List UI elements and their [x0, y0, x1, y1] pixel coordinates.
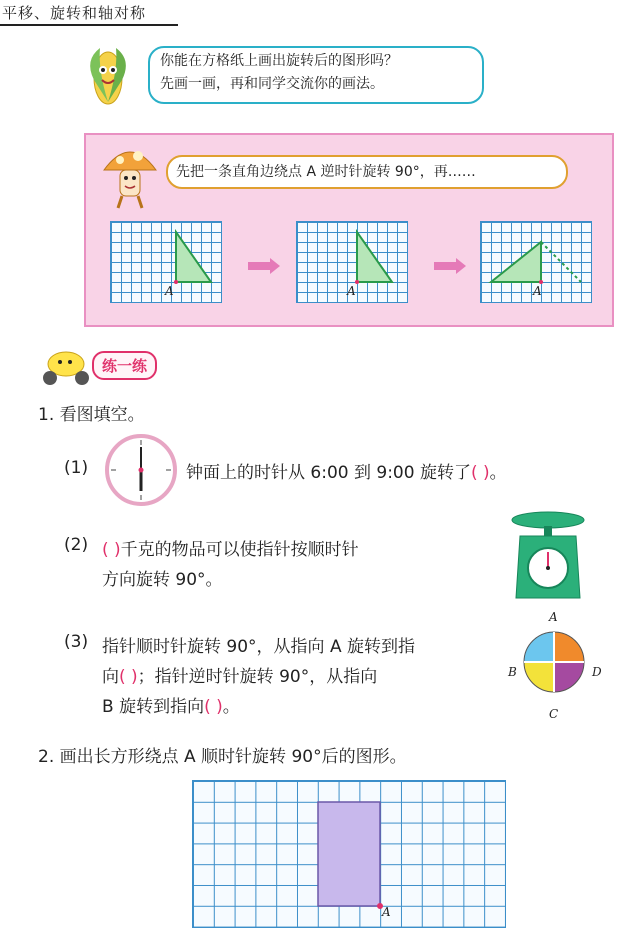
q1-part3-answer-blank-2[interactable]: ( ): [204, 697, 223, 717]
point-a-label: A: [533, 284, 542, 298]
q1-part3-line2b: ；指针逆时针旋转 90°，从指向: [137, 667, 378, 687]
chapter-title: 平移、旋转和轴对称: [2, 4, 147, 22]
q1-part2-number: (2): [64, 535, 89, 555]
clock-icon: [104, 433, 178, 507]
mushroom-mascot-icon: [100, 140, 160, 212]
rotation-step-3-grid: [480, 221, 592, 303]
q1-part1-end: 。: [489, 463, 507, 483]
dial-label-left: B: [508, 665, 517, 679]
q1-part3-answer-blank-1[interactable]: ( ): [119, 667, 138, 687]
intro-question-bubble: [148, 46, 484, 104]
q1-part3-number: (3): [64, 632, 89, 652]
q1-part3-line1: 指针顺时针旋转 90°，从指向 A 旋转到指: [102, 637, 415, 657]
q1-part3-line3a: B 旋转到指向: [102, 697, 205, 717]
point-a-label: A: [165, 284, 174, 298]
q1-part3-line3b: 。: [222, 697, 240, 717]
q1-part1-number: (1): [64, 458, 89, 478]
rectangle-shape: [193, 781, 505, 927]
arrow-2-icon: [434, 262, 458, 270]
q1-part3-line2a: 向: [102, 667, 119, 687]
q1-title: 1. 看图填空。: [38, 405, 145, 425]
point-a-label: A: [347, 284, 356, 298]
arrow-1-icon: [248, 262, 272, 270]
practice-badge: 练一练: [92, 351, 157, 380]
dial-label-top: A: [549, 610, 558, 624]
scale-icon: [508, 510, 588, 602]
intro-question-line1: 你能在方格纸上画出旋转后的图形吗？: [160, 53, 398, 69]
dial-label-bottom: C: [549, 707, 559, 721]
q1-part1-text: 钟面上的时针从 6:00 到 9:00 旋转了: [186, 463, 471, 483]
q2-drawing-grid[interactable]: [192, 780, 506, 928]
q2-title: 2. 画出长方形绕点 A 顺时针旋转 90°后的图形。: [38, 747, 407, 767]
hint-bubble: 先把一条直角边绕点 A 逆时针旋转 90°，再……: [166, 155, 568, 189]
corn-mascot-icon: [80, 40, 136, 110]
q1-part2-text2: 方向旋转 90°。: [102, 570, 223, 590]
q1-part2-answer-blank[interactable]: ( ): [102, 540, 121, 560]
q2-point-a-label: A: [382, 905, 391, 919]
rotation-step-2-grid: [296, 221, 408, 303]
header-rule: [0, 24, 178, 26]
q1-part1-answer-blank[interactable]: ( ): [470, 463, 490, 483]
dial-label-right: D: [592, 665, 602, 679]
q1-part2-text1: 千克的物品可以使指针按顺时针: [120, 540, 359, 560]
rotation-step-1-grid: [110, 221, 222, 303]
intro-question-line2: 先画一画，再和同学交流你的画法。: [160, 76, 384, 92]
practice-mascot-icon: [36, 346, 96, 386]
direction-dial-icon: [518, 626, 590, 698]
